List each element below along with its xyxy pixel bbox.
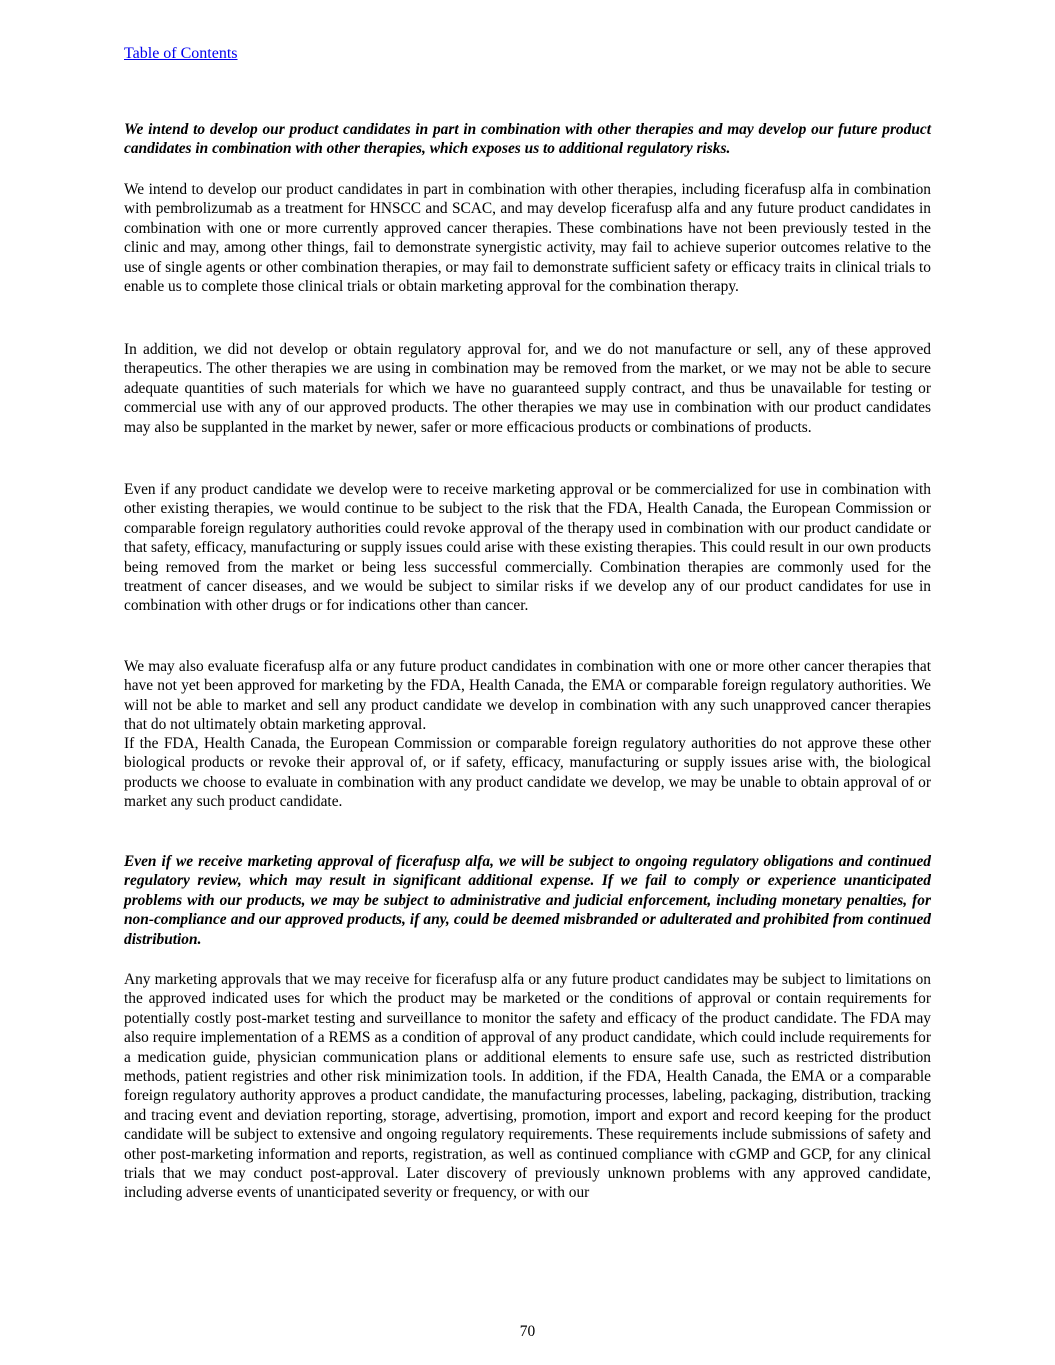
- body-paragraph: In addition, we did not develop or obtain regulatory approval for, and we do not manufacture or sell, any of these approved therapeutics. The other therapies we are using in combination may be removed from the market, or we may not be able to secure adequate quantities of such materials for which we have no guaranteed supply contract, and thus be unavailable for testing or commercial use with any of our approved products. The other therapies we may use in combination with our product candidates may also be supplanted in the market by newer, safer or more efficacious products or combinations of products.: [124, 341, 931, 436]
- section-heading-regulatory-obligations: Even if we receive marketing approval of ficerafusp alfa, we will be subject to ongoing regulatory obligations and continued regulatory review, which may result in significant additional expense. If we fail to comply or experience unanticipated problems with our products, we may be subject to administrative and judicial enforcement, including monetary penalties, for non-compliance and our approved products, if any, could be deemed misbranded or adulterated and prohibited from continued distribution.: [124, 853, 931, 948]
- body-paragraph: If the FDA, Health Canada, the European Commission or comparable foreign regulatory authorities do not approve these other biological products or revoke their approval of, or if safety, efficacy, manufacturing or supply issues arise with, the biological products we choose to evaluate in combination with any product candidate we develop, we may be unable to obtain approval of or market any such product candidate.: [124, 735, 931, 811]
- body-paragraph: We may also evaluate ficerafusp alfa or any future product candidates in combination with one or more other cancer therapies that have not yet been approved for marketing by the FDA, Health Canada, the EMA or comparable foreign regulatory authorities. We will not be able to market and sell any product candidate we develop in combination with any such unapproved cancer therapies that do not ultimately obtain marketing approval.: [124, 658, 931, 734]
- body-paragraph: Any marketing approvals that we may receive for ficerafusp alfa or any future product candidates may be subject to limitations on the approved indicated uses for which the product may be marketed or the conditions of approval or contain requirements for potentially costly post-market testing and surveillance to monitor the safety and efficacy of the product candidate. The FDA may also require implementation of a REMS as a condition of approval of any product candidate, which could include requirements for a medication guide, physician communication plans or additional elements to ensure safe use, such as restricted distribution methods, patient registries and other risk minimization tools. In addition, if the FDA, Health Canada, the EMA or a comparable foreign regulatory authority approves a product candidate, the manufacturing processes, labeling, packaging, distribution, tracking and tracing event and deviation reporting, storage, advertising, promotion, import and export and record keeping for the product candidate will be subject to extensive and ongoing regulatory requirements. These requirements include submissions of safety and other post-marketing information and reports, registration, as well as continued compliance with cGMP and GCP, for any clinical trials that we may conduct post-approval. Later discovery of previously unknown problems with any approved candidate, including adverse events of unanticipated severity or frequency, or with our: [124, 971, 931, 1202]
- section-heading-combination-risks: We intend to develop our product candidates in part in combination with other therapies and may develop our future product candidates in combination with other therapies, which exposes us to additional regulatory risks.: [124, 121, 931, 158]
- body-paragraph: We intend to develop our product candidates in part in combination with other therapies, including ficerafusp alfa in combination with pembrolizumab as a treatment for HNSCC and SCAC, and may develop ficerafusp alfa and any future product candidates in combination with one or more currently approved cancer therapies. These combinations have not been previously tested in the clinic and may, among other things, fail to demonstrate synergistic activity, may fail to achieve superior outcomes relative to the use of single agents or other combination therapies, or may fail to demonstrate sufficient safety or efficacy traits in clinical trials to enable us to complete those clinical trials or obtain marketing approval for the combination therapy.: [124, 181, 931, 296]
- table-of-contents-link[interactable]: Table of Contents: [124, 45, 238, 62]
- page-number: 70: [519, 1323, 536, 1340]
- body-paragraph: Even if any product candidate we develop were to receive marketing approval or be commercialized for use in combination with other existing therapies, we would continue to be subject to the risk that the FDA, Health Canada, the European Commission or comparable foreign regulatory authorities could revoke approval of the therapy used in combination with our product candidate or that safety, efficacy, manufacturing or supply issues could arise with these existing therapies. This could result in our own products being removed from the market or being less successful commercially. Combination therapies are commonly used for the treatment of cancer diseases, and we would be subject to similar risks if we develop any of our product candidates for use in combination with other drugs or for indications other than cancer.: [124, 481, 931, 615]
